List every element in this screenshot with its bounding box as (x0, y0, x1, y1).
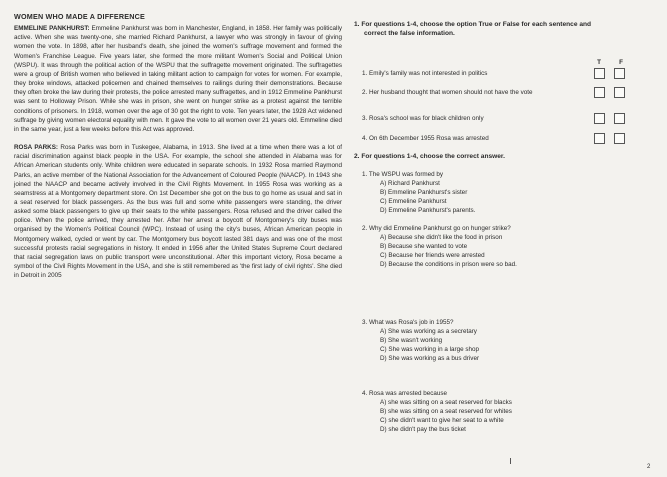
mc-option[interactable]: C) Because her friends were arrested (380, 252, 485, 259)
mc-option[interactable]: D) She was working as a bus driver (380, 355, 480, 362)
true-checkbox[interactable] (594, 113, 605, 124)
page-number: 2 (647, 464, 651, 470)
mc-question (354, 170, 654, 215)
mc-question-text: 4. Rosa was arrested because (362, 390, 448, 397)
mc-option[interactable]: C) she didn't want to give her seat to a white (380, 417, 504, 424)
page-title: WOMEN WHO MADE A DIFFERENCE (14, 12, 146, 21)
section1-instruction: 1. For questions 1-4, choose the option True or False for each sentence and (354, 21, 592, 28)
mc-option[interactable]: B) Because she wanted to vote (380, 243, 468, 250)
true-checkbox[interactable] (594, 87, 605, 98)
passage-pankhurst-name: EMMELINE PANKHURST: (14, 25, 90, 33)
mc-option[interactable]: A) she was sitting on a seat reserved for blacks (380, 399, 512, 406)
passage-parks-text: Rosa Parks was born in Tuskegee, Alabama, in 1913. She lived at a time when there was a lot of racial discrimination against black people in the USA. For example, the school she attended in Alabama was for African American students only. White children were educated in separate schools. In 1932 Rosa married Raymond Parks, an active member of the National Association for the Advancement of Coloured People (NAACP). In 1943 she joined the NAACP and became actively involved in the Civil Rights Movement. In 1955 Rosa was working as a seamstress at a Montgomery department store. On 1st December she got on the bus to go home as usual and sat in a seat reserved for black passengers. As the bus was full and some white passengers were standing, the driver asked some black passengers to give up their seats to the white passengers. Rosa refused and the driver called the police. When the police arrived, they arrested her. After her arrest a boycott of Montgomery's city buses was organised by the Women's Political Council (WPC). Instead of using the city's buses, African American people in Montgomery walked, cycled or went by car. The Montgomery bus boycott lasted 381 days and was one of the most successful protests racial segregations in history. It ended in 1956 after the United States Supreme Court declared that racial segregation laws on public transport were unconstitutional. After this important victory, Rosa became a symbol of the Civil Rights Movement in the USA, and she is still remembered as 'the first lady of civil rights'. She died in Detroit in 2005 (14, 144, 342, 280)
mc-option[interactable]: A) Richard Pankhurst (380, 180, 440, 187)
mc-option[interactable]: C) Emmeline Pankhurst (380, 198, 447, 205)
tf-item-text: 3. Rosa's school was for black children only (362, 115, 484, 122)
true-checkbox[interactable] (594, 133, 605, 144)
true-checkbox[interactable] (594, 68, 605, 79)
mc-option[interactable]: B) Emmeline Pankhurst's sister (380, 189, 468, 196)
mc-question (354, 224, 654, 269)
mc-option[interactable]: D) Because the conditions in prison were so bad. (380, 261, 517, 268)
reading-passage (14, 12, 342, 289)
false-checkbox[interactable] (614, 87, 625, 98)
false-checkbox[interactable] (614, 113, 625, 124)
false-checkbox[interactable] (614, 133, 625, 144)
tf-item (354, 133, 654, 147)
mc-question-text: 2. Why did Emmeline Pankhurst go on hunger strike? (362, 225, 511, 232)
tf-item-text: 1. Emily's family was not interested in politics (362, 70, 488, 77)
section1-instruction-cont: correct the false information. (364, 30, 455, 37)
true-false-header (592, 58, 628, 67)
tf-item (354, 113, 654, 127)
exercises (354, 20, 654, 433)
mc-question-text: 1. The WSPU was formed by (362, 171, 444, 178)
passage-parks (14, 143, 342, 280)
tf-item (354, 68, 654, 82)
mc-option[interactable]: A) Because she didn't like the food in prison (380, 234, 503, 241)
false-checkbox[interactable] (614, 68, 625, 79)
mc-option[interactable]: D) Emmeline Pankhurst's parents. (380, 207, 476, 214)
mc-option[interactable]: B) She wasn't working (380, 337, 443, 344)
mc-option[interactable]: C) She was working in a large shop (380, 346, 480, 353)
mc-question-text: 3. What was Rosa's job in 1955? (362, 319, 454, 326)
tf-item-text: 2. Her husband thought that women should not have the vote (362, 89, 533, 96)
mc-question (354, 389, 654, 434)
tf-item (354, 87, 654, 101)
mc-option[interactable]: B) she was sitting on a seat reserved for whites (380, 408, 512, 415)
false-label: F (619, 59, 623, 66)
mc-question (354, 318, 654, 363)
passage-pankhurst (14, 24, 342, 134)
pen-mark (510, 458, 511, 464)
passage-pankhurst-text: Emmeline Pankhurst was born in Manchester, England, in 1858. Her family was politically active. When she was twenty-one, she married Richard Pankhurst, a lawyer who was strongly in favour of giving women the vote. In 1898, after her husband's death, she joined the women's suffrage movement and formed the Women's Franchise League. Five years later, she formed the more militant Women's Social and Political Union (WSPU). It was through the political action of the WSPU that the suffragette movement originated. The suffragettes were a group of British women who believed in taking militant action to campaign for votes for women. For example, they broke windows, attacked policemen and chained themselves to railings during their demonstrations. Because they often broke the law during their protests, the police arrested many suffragettes, and in 1912 Emmeline Pankhurst was sent to Holloway Prison. While she was in prison, she went on hunger strike as a protest against the terrible conditions of prisoners. In 1918, women over the age of 30 got the right to vote. Ten years later, the 1928 Act widened suffrage by giving women electoral equality with men. It gave the vote to all women over 21 years old. Emmeline died in the same year, just a few weeks before this Act was approved. (14, 25, 342, 133)
mc-option[interactable]: D) she didn't pay the bus ticket (380, 426, 466, 433)
mc-option[interactable]: A) She was working as a secretary (380, 328, 477, 335)
section2-instruction: 2. For questions 1-4, choose the correct answer. (354, 153, 505, 160)
tf-item-text: 4. On 6th December 1955 Rosa was arrested (362, 135, 489, 142)
passage-parks-name: ROSA PARKS: (14, 144, 59, 152)
true-label: T (597, 59, 601, 66)
